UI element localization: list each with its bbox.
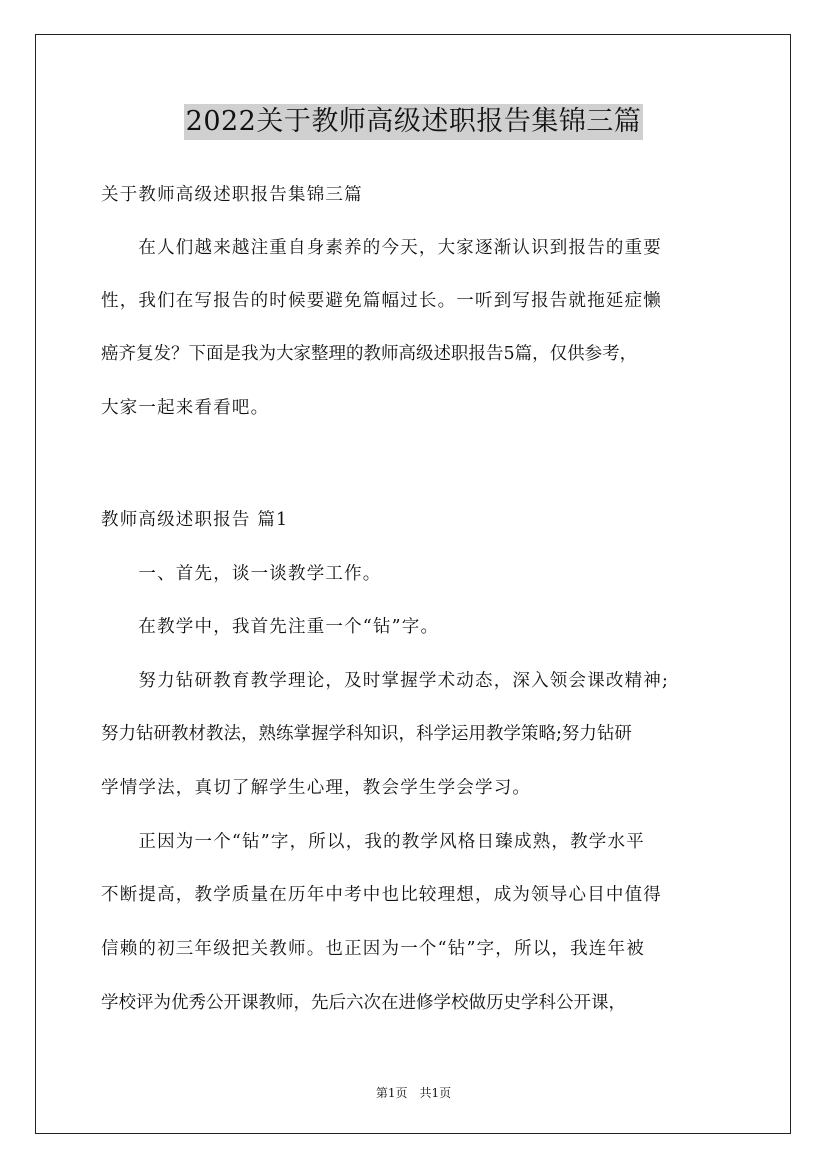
- paragraph-line: 在人们越来越注重自身素养的今天，大家逐渐认识到报告的重要: [101, 238, 662, 258]
- paragraph-line: 努力钻研教材教法，熟练掌握学科知识，科学运用教学策略;努力钻研: [101, 724, 632, 744]
- paragraph-line: 在教学中，我首先注重一个“钻”字。: [101, 617, 440, 637]
- paragraph-line: 学情学法，真切了解学生心理，教会学生学会学习。: [101, 778, 532, 798]
- subtitle-line: 关于教师高级述职报告集锦三篇: [101, 185, 363, 205]
- paragraph-line: 努力钻研教育教学理论，及时掌握学术动态，深入领会课改精神;: [101, 671, 670, 691]
- paragraph-line: 大家一起来看看吧。: [101, 398, 270, 418]
- paragraph-line: 信赖的初三年级把关教师。也正因为一个“钻”字，所以，我连年被: [101, 939, 645, 959]
- title-container: [0, 104, 827, 140]
- paragraph-line: 不断提高，教学质量在历年中考中也比较理想，成为领导心目中值得: [101, 885, 662, 905]
- document-title: 2022关于教师高级述职报告集锦三篇: [184, 104, 644, 140]
- paragraph-line: 性，我们在写报告的时候要避免篇幅过长。一听到写报告就拖延症懒: [101, 291, 662, 311]
- paragraph-line: 一、首先，谈一谈教学工作。: [101, 564, 382, 584]
- page-footer: 第1页 共1页: [375, 1086, 452, 1100]
- paragraph-line: 学校评为优秀公开课教师，先后六次在进修学校做历史学科公开课，: [101, 993, 626, 1013]
- paragraph-line: 正因为一个“钻”字，所以，我的教学风格日臻成熟，教学水平: [101, 832, 645, 852]
- paragraph-line: 癌齐复发？下面是我为大家整理的教师高级述职报告5篇，仅供参考，: [101, 344, 638, 364]
- section-heading: 教师高级述职报告 篇1: [101, 510, 289, 530]
